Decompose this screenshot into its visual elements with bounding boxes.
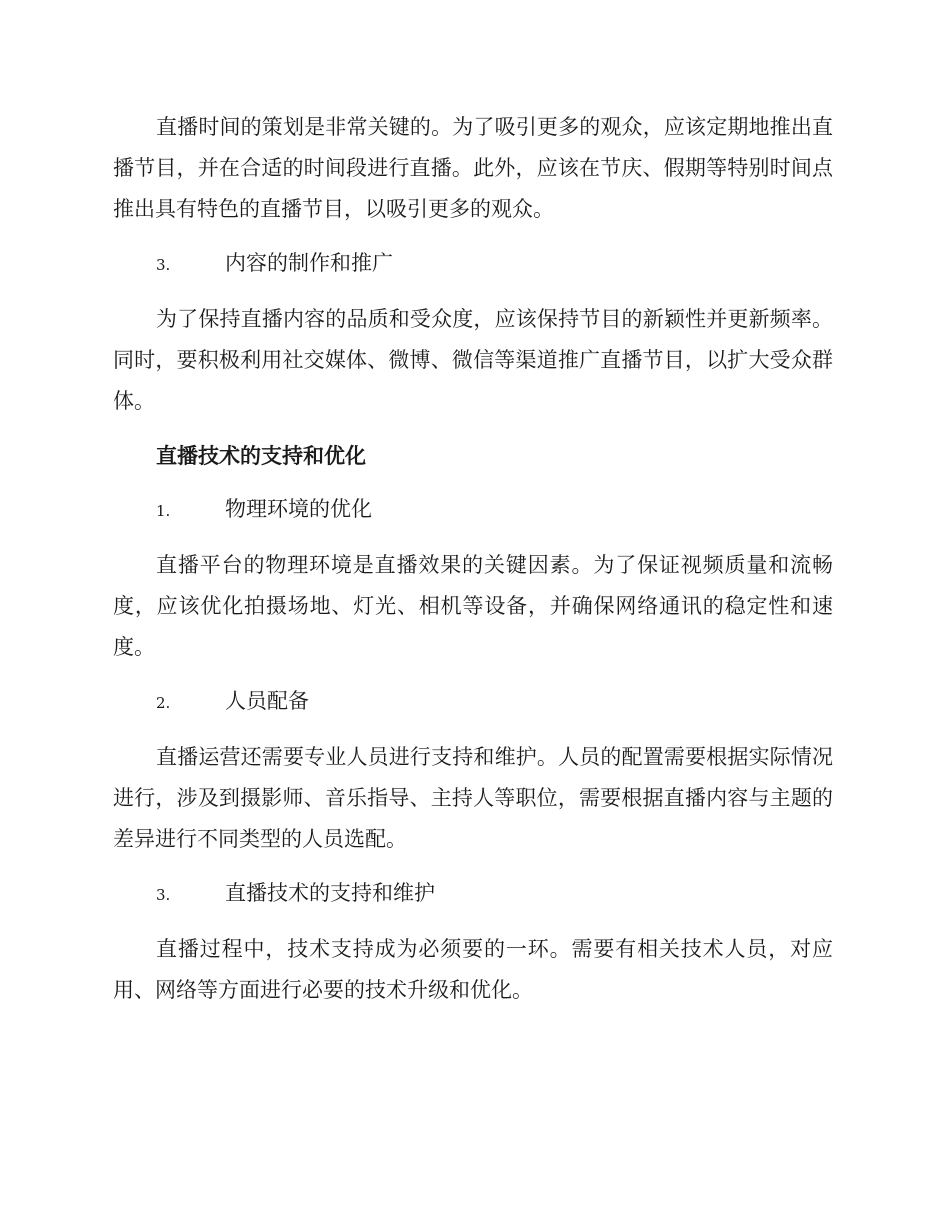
list-number: 1.	[156, 502, 171, 520]
paragraph-tech-maintenance: 直播过程中，技术支持成为必须要的一环。需要有相关技术人员，对应用、网络等方面进行必要的技术升级和优化。	[113, 937, 833, 1002]
list-item-content-promotion	[113, 243, 833, 286]
list-item-title: 物理环境的优化	[225, 497, 372, 521]
paragraph-staffing: 直播运营还需要专业人员进行支持和维护。人员的配置需要根据实际情况进行，涉及到摄影师、音乐指导、主持人等职位，需要根据直播内容与主题的差异进行不同类型的人员选配。	[113, 745, 833, 851]
list-item-title: 直播技术的支持和维护	[225, 881, 435, 905]
document-page	[113, 107, 833, 1024]
list-number: 2.	[156, 694, 171, 712]
list-number: 3.	[156, 256, 171, 274]
list-item-staffing	[113, 681, 833, 724]
paragraph-schedule: 直播时间的策划是非常关键的。为了吸引更多的观众，应该定期地推出直播节目，并在合适的时间段进行直播。此外，应该在节庆、假期等特别时间点推出具有特色的直播节目，以吸引更多的观众。	[113, 115, 833, 221]
list-item-environment	[113, 489, 833, 532]
paragraph-environment: 直播平台的物理环境是直播效果的关键因素。为了保证视频质量和流畅度，应该优化拍摄场地、灯光、相机等设备，并确保网络通讯的稳定性和速度。	[113, 553, 833, 659]
list-item-title: 人员配备	[225, 689, 309, 713]
list-item-title: 内容的制作和推广	[225, 251, 393, 275]
list-number: 3.	[156, 886, 171, 904]
paragraph-content-promotion: 为了保持直播内容的品质和受众度，应该保持节目的新颖性并更新频率。同时，要积极利用社交媒体、微博、微信等渠道推广直播节目，以扩大受众群体。	[113, 307, 833, 413]
section-heading-tech-support: 直播技术的支持和优化	[156, 443, 366, 468]
list-item-tech-maintenance	[113, 873, 833, 916]
